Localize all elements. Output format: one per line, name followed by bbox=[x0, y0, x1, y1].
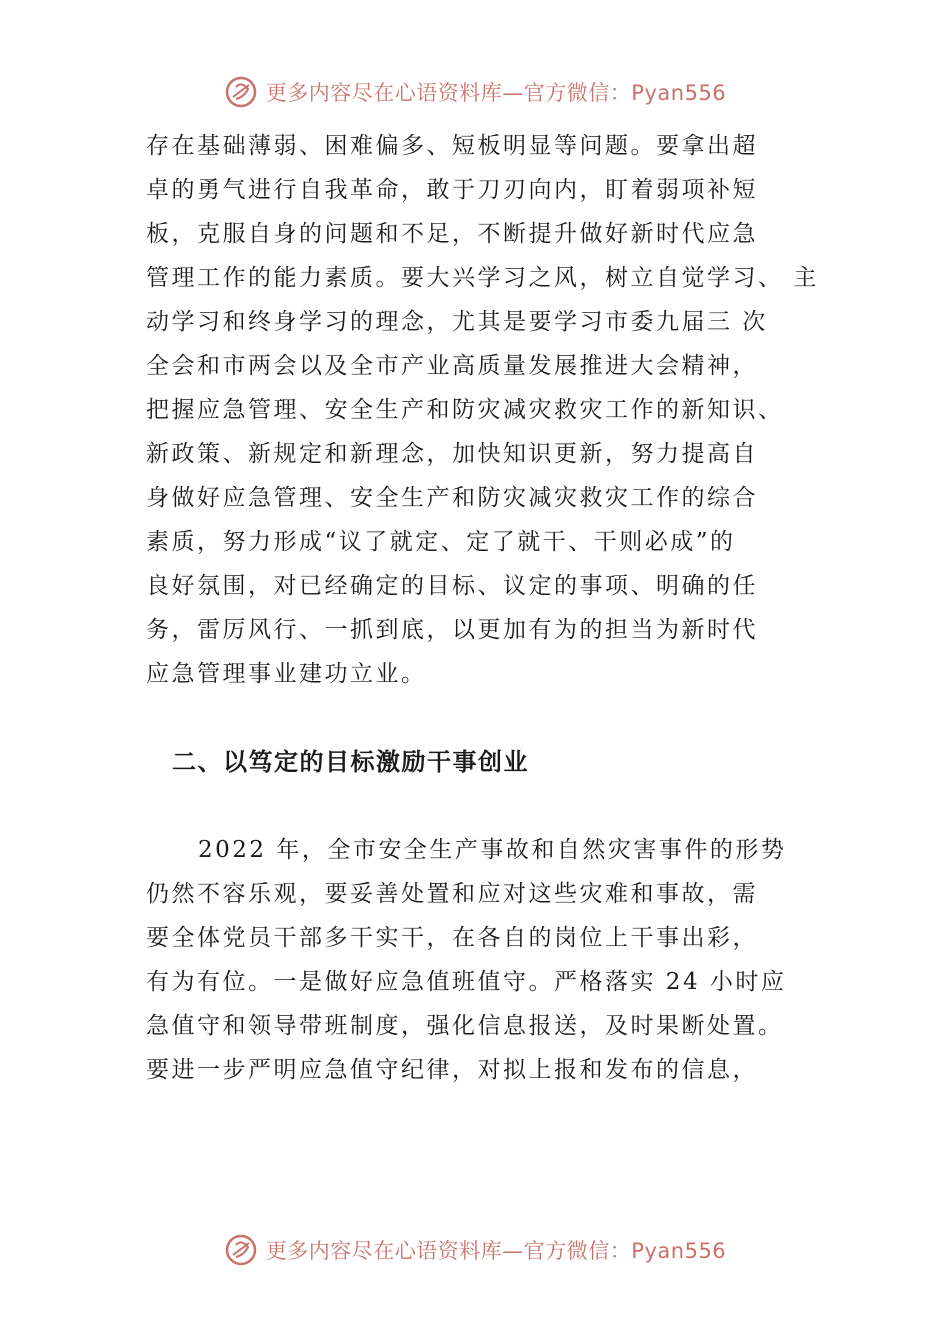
text-line: 良好氛围，对已经确定的目标、议定的事项、明确的任 bbox=[146, 573, 758, 599]
document-page bbox=[146, 124, 836, 1092]
paragraph-1 bbox=[146, 124, 836, 696]
text-line: 存在基础薄弱、困难偏多、短板明显等问题。要拿出超 bbox=[146, 133, 758, 159]
text-line: 有为有位。一是做好应急值班值守。严格落实 24 小时应 bbox=[146, 969, 787, 995]
text-line: 板，克服自身的问题和不足，不断提升做好新时代应急 bbox=[146, 221, 758, 247]
text-line: 要进一步严明应急值守纪律，对拟上报和发布的信息， bbox=[146, 1057, 758, 1083]
header-watermark bbox=[0, 70, 950, 114]
text-line: 急值守和领导带班制度，强化信息报送，及时果断处置。 bbox=[146, 1013, 784, 1039]
text-line: 卓的勇气进行自我革命，敢于刀刃向内，盯着弱项补短 bbox=[146, 177, 758, 203]
text-line: 仍然不容乐观，要妥善处置和应对这些灾难和事故，需 bbox=[146, 881, 758, 907]
text-line: 2022 年，全市安全生产事故和自然灾害事件的形势 bbox=[198, 837, 787, 863]
footer-watermark bbox=[0, 1228, 950, 1272]
paragraph-2 bbox=[146, 828, 836, 1092]
watermark-text: 更多内容尽在心语资料库—官方微信：Pyan556 bbox=[265, 81, 727, 105]
text-line: 素质，努力形成“议了就定、定了就干、干则必成”的 bbox=[146, 529, 736, 555]
text-line: 把握应急管理、安全生产和防灾减灾救灾工作的新知识、 bbox=[146, 397, 784, 423]
watermark-text: 更多内容尽在心语资料库—官方微信：Pyan556 bbox=[265, 1239, 727, 1263]
text-line: 要全体党员干部多干实干，在各自的岗位上干事出彩， bbox=[146, 925, 758, 951]
text-line: 务，雷厉风行、一抓到底，以更加有为的担当为新时代 bbox=[146, 617, 758, 643]
text-line: 动学习和终身学习的理念，尤其是要学习市委九届三 次 bbox=[146, 309, 768, 335]
text-line: 管理工作的能力素质。要大兴学习之风，树立自觉学习、 主 bbox=[146, 265, 819, 291]
text-line: 新政策、新规定和新理念，加快知识更新，努力提高自 bbox=[146, 441, 758, 467]
spacer bbox=[146, 696, 836, 740]
section-heading: 二、以笃定的目标激励干事创业 bbox=[172, 748, 529, 776]
text-line: 应急管理事业建功立业。 bbox=[146, 661, 427, 687]
logo-icon bbox=[224, 75, 258, 109]
logo-icon bbox=[224, 1233, 258, 1267]
text-line: 全会和市两会以及全市产业高质量发展推进大会精神， bbox=[146, 353, 758, 379]
spacer bbox=[146, 784, 836, 828]
text-line: 身做好应急管理、安全生产和防灾减灾救灾工作的综合 bbox=[146, 485, 758, 511]
